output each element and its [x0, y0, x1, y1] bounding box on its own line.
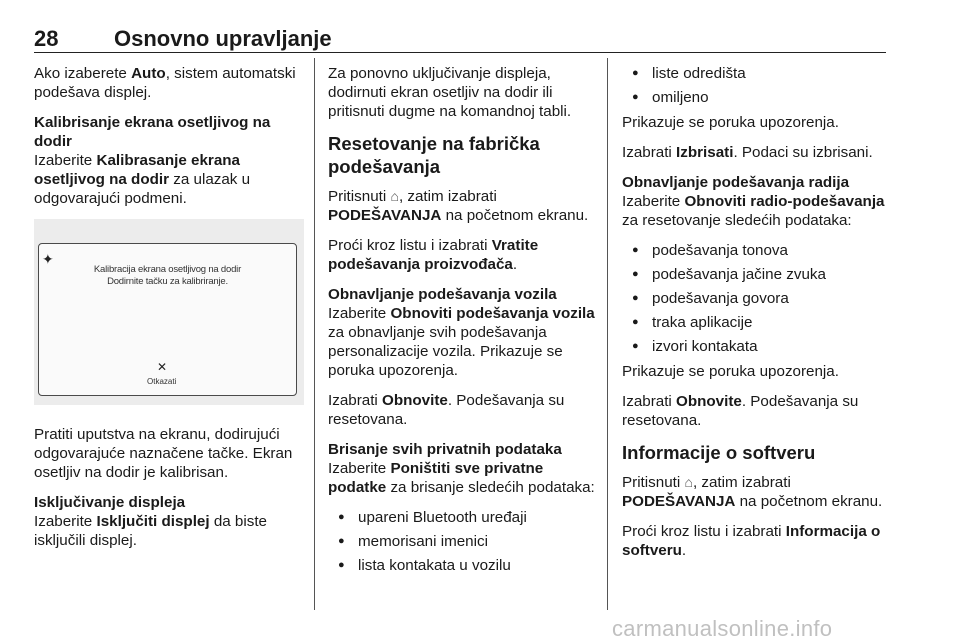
- watermark: carmanualsonline.info: [612, 616, 833, 641]
- paragraph: Izabrati Obnovite. Podešavanja su resetovana.: [622, 393, 859, 429]
- paragraph: Prikazuje se poruka upozorenja.: [622, 114, 839, 131]
- list-item: ● podešavanja jačine zvuka: [622, 265, 892, 284]
- paragraph: Izaberite Kalibrasanje ekrana osetljivog na dodir za ulazak u odgovarajući podmeni.: [34, 152, 251, 207]
- crosshair-icon: ✦: [42, 251, 54, 267]
- paragraph: Izaberite Isključiti displej da biste isključili displej.: [34, 513, 268, 549]
- calibration-title: Kalibracija ekrana osetljivog na dodir: [93, 264, 242, 275]
- bullet-list: [622, 241, 892, 356]
- list-item: ● izvori kontakata: [622, 337, 892, 356]
- subheading-radio-settings: Obnavljanje podešavanja radija: [622, 174, 850, 191]
- paragraph: Ako izaberete Auto, sistem automatski podešava displej.: [34, 65, 296, 101]
- bullet-list: [622, 64, 892, 107]
- close-icon: ✕: [157, 360, 168, 374]
- paragraph: Pritisnuti ⌂, zatim izabrati PODEŠAVANJA na početnom ekranu.: [328, 188, 589, 224]
- paragraph: Izaberite Poništiti sve privatne podatke za brisanje sledećih podataka:: [328, 460, 595, 496]
- list-item: ● omiljeno: [622, 88, 892, 107]
- column-divider: [607, 58, 608, 610]
- paragraph: Izaberite Obnoviti radio-podešavanja za resetovanje sledećih podataka:: [622, 193, 885, 229]
- paragraph: Za ponovno uključivanje displeja, dodirnuti ekran osetljiv na dodir ili pritisnuti dugme na komandnoj tabli.: [328, 65, 572, 120]
- list-item: ● liste odredišta: [622, 64, 892, 83]
- cancel-label: Otkazati: [147, 377, 177, 386]
- calibration-instruction: Dodirnite tačku za kalibriranje.: [107, 276, 228, 287]
- list-item: ● memorisani imenici: [328, 532, 596, 551]
- column-divider: [314, 58, 315, 610]
- home-key-icon: ⌂: [684, 474, 693, 490]
- home-key-icon: ⌂: [390, 188, 399, 204]
- subheading-calibration: Kalibrisanje ekrana osetljivog na dodir: [34, 114, 271, 150]
- calibration-screen-illustration: [34, 219, 304, 405]
- column-left: [34, 64, 304, 561]
- paragraph: Izaberite Obnoviti podešavanja vozila za obnavljanje svih podešavanja personalizacije vozila. Prikazuje se poruka upozorenja.: [328, 305, 595, 379]
- list-item: ● podešavanja govora: [622, 289, 892, 308]
- paragraph: Proći kroz listu i izabrati Vratite podešavanja proizvođača.: [328, 237, 539, 273]
- list-item: ● traka aplikacije: [622, 313, 892, 332]
- touchscreen-frame: [38, 243, 297, 396]
- section-heading-software-info: Informacije o softveru: [622, 442, 816, 463]
- subheading-display-off: Isključivanje displeja: [34, 494, 186, 511]
- subheading-private-data: Brisanje svih privatnih podataka: [328, 441, 562, 458]
- bullet-list: [328, 508, 596, 575]
- column-middle: [328, 64, 596, 581]
- paragraph: Izabrati Obnovite. Podešavanja su resetovana.: [328, 392, 565, 428]
- list-item: ● lista kontakata u vozilu: [328, 556, 596, 575]
- page-number: 28: [34, 26, 59, 51]
- paragraph: Izabrati Izbrisati. Podaci su izbrisani.: [622, 144, 873, 161]
- list-item: ● podešavanja tonova: [622, 241, 892, 260]
- list-item: ● upareni Bluetooth uređaji: [328, 508, 596, 527]
- page-header: [34, 26, 886, 53]
- page-title: Osnovno upravljanje: [114, 26, 332, 51]
- paragraph: Proći kroz listu i izabrati Informacija o softveru.: [622, 523, 881, 559]
- subheading-vehicle-settings: Obnavljanje podešavanja vozila: [328, 286, 557, 303]
- paragraph: Prikazuje se poruka upozorenja.: [622, 363, 839, 380]
- column-right: [622, 64, 892, 571]
- paragraph: Pritisnuti ⌂, zatim izabrati PODEŠAVANJA na početnom ekranu.: [622, 474, 883, 510]
- paragraph: Pratiti uputstva na ekranu, dodirujući odgovarajuće naznačene tačke. Ekran osetljiv na dodir je kalibrisan.: [34, 426, 293, 481]
- section-heading-factory-reset: Resetovanje na fabrička podešavanja: [328, 133, 540, 177]
